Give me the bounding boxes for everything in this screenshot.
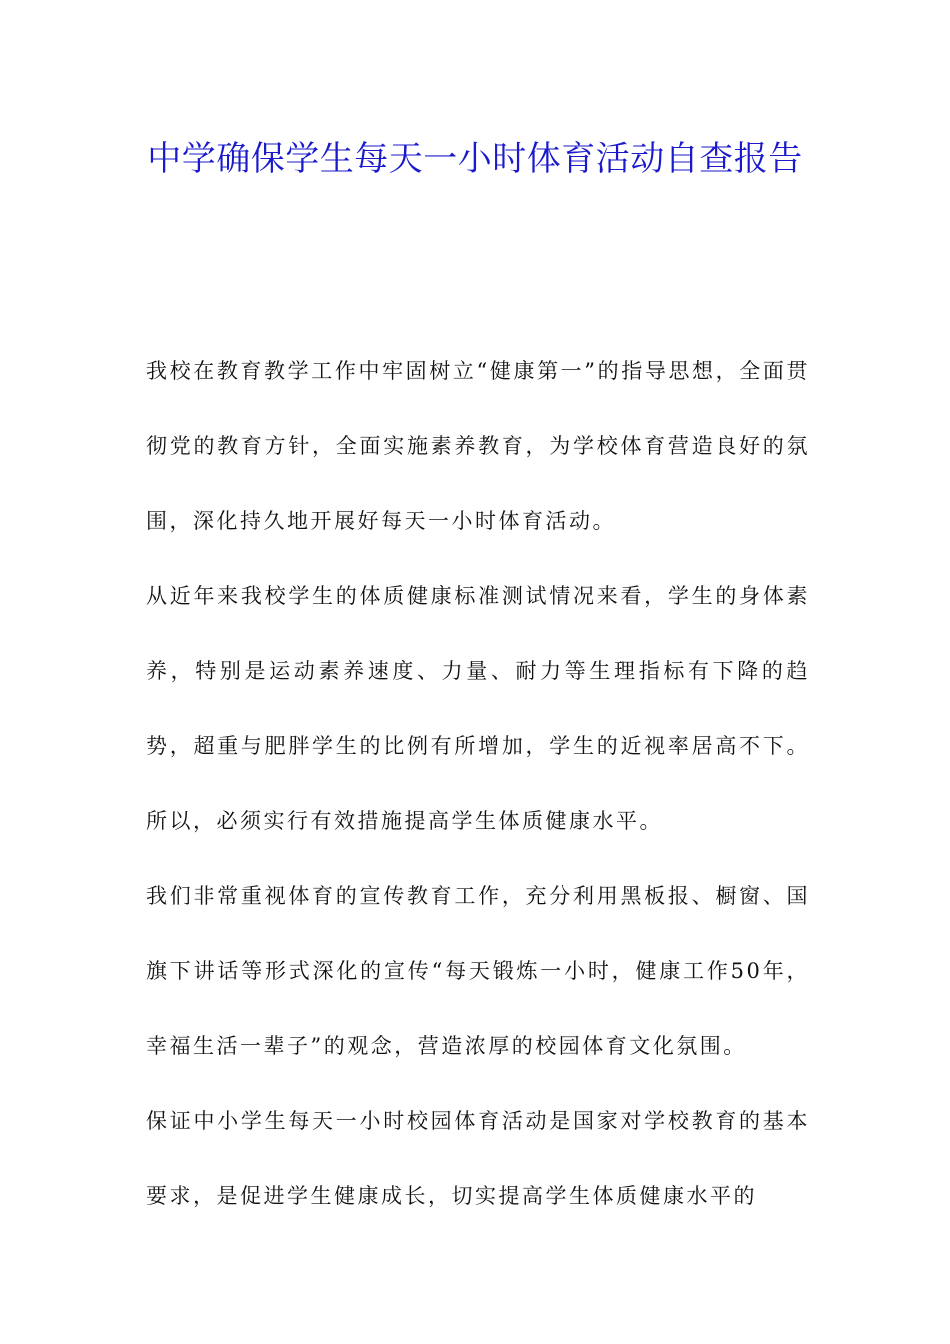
paragraph-4: 保证中小学生每天一小时校园体育活动是国家对学校教育的基本要求，是促进学生健康成长，切实提高学生体质健康水平的 xyxy=(146,1109,810,1208)
paragraph-1: 我校在教育教学工作中牢固树立“健康第一”的指导思想，全面贯彻党的教育方针，全面实施素养教育，为学校体育营造良好的氛围，深化持久地开展好每天一小时体育活动。 xyxy=(146,359,810,533)
document-title: 中学确保学生每天一小时体育活动自查报告 xyxy=(147,139,803,179)
paragraph-3: 我们非常重视体育的宣传教育工作，充分利用黑板报、橱窗、国旗下讲话等形式深化的宣传“每天锻炼一小时，健康工作50年，幸福生活一辈子”的观念，营造浓厚的校园体育文化氛围。 xyxy=(146,884,810,1058)
document-body xyxy=(146,334,810,1234)
paragraph-2: 从近年来我校学生的体质健康标准测试情况来看，学生的身体素养，特别是运动素养速度、力量、耐力等生理指标有下降的趋势，超重与肥胖学生的比例有所增加，学生的近视率居高不下。所以，必须实行有效措施提高学生体质健康水平。 xyxy=(146,584,810,833)
